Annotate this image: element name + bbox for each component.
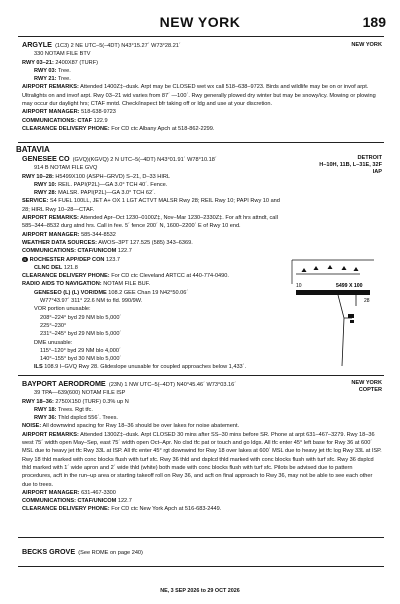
genesee-manager: 585-344-8532 (81, 231, 116, 238)
argyle-cdp: For CD ctc Albany Apch at 518-862-2299. (111, 125, 215, 132)
state-title: NEW YORK (159, 14, 241, 30)
genesee-rwy10-label: RWY 10: (34, 181, 57, 188)
genesee-chart-refs: H–10H, 11B, L–31E, 32F (319, 162, 382, 168)
bayport-cdp-label: CLEARANCE DELIVERY PHONE: (22, 506, 110, 513)
apron-buildings (348, 314, 354, 323)
bayport-section-name: NEW YORK (351, 380, 382, 386)
bayport-remarks-label: AIRPORT REMARKS: (22, 431, 79, 438)
genesee-comm-label: COMMUNICATIONS: CTAF/UNICOM (22, 248, 117, 255)
bayport-section (351, 380, 382, 394)
divider (18, 142, 384, 143)
bayport-comm-label: COMMUNICATIONS: CTAF/UNICOM (22, 498, 117, 505)
airport-diagram-svg (286, 256, 382, 368)
divider (18, 375, 384, 376)
genesee-clnc: 121.8 (63, 264, 78, 271)
argyle-section: NEW YORK (351, 42, 382, 48)
bayport-rwy36-value: Thld dsplcd 556´. Trees. (57, 415, 118, 422)
vor-unusable: VOR portion unusable: (34, 306, 91, 313)
vor-unusable-2: 225°–230° (40, 322, 67, 329)
runway-dimensions: 5499 X 100 (336, 283, 363, 289)
bayport-rwy36-label: RWY 36: (34, 415, 57, 422)
bayport-entry (22, 380, 382, 514)
argyle-elev: 330 NOTAM FILE BTV (34, 51, 91, 58)
argyle-id-line: (1C3) 2 NE UTC–5(–4DT) N43°15.27´ W73°28.21´ (55, 43, 181, 49)
dme-unusable: DME unusable: (34, 339, 73, 346)
genesee-nav-label: RADIO AIDS TO NAVIGATION: (22, 281, 102, 288)
genesee-rwy-label: RWY 10–28: (22, 173, 54, 180)
argyle-name: ARGYLE (22, 40, 52, 49)
radar-icon: R (23, 256, 27, 262)
bayport-noise: All downwind spacing for Rwy 18–36 should be over lakes for noise abatement. (42, 423, 240, 430)
obstacle-symbols (302, 265, 359, 272)
bayport-rwy-value: 2750X150 (TURF) 0.3% up N (55, 398, 129, 405)
argyle-comm-label: COMMUNICATIONS: CTAF (22, 117, 93, 124)
bayport-rwy18-value: Trees. Rgt tfc. (57, 406, 93, 413)
genesee-app: 123.7 (106, 256, 121, 263)
bayport-elev: 39 TPA—639(600) NOTAM FILE ISP (34, 390, 126, 397)
argyle-rwy21-value: Tree. (57, 76, 71, 83)
geneseo-vor-location: W77°43.97´ 311° 22.6 NM to fld. 990/9W. (40, 298, 143, 305)
argyle-cdp-label: CLEARANCE DELIVERY PHONE: (22, 125, 110, 132)
bayport-cdp: For CD ctc New York Apch at 516-683-2449. (111, 506, 222, 513)
argyle-remarks-label: AIRPORT REMARKS: (22, 84, 79, 91)
vor-unusable-1: 208°–224° byd 29 NM blo 5,000´ (40, 314, 122, 321)
page-number: 189 (362, 14, 386, 30)
geneseo-vor-label: GENESEO (L) (L) VOR/DME (34, 289, 107, 296)
genesee-clnc-label: CLNC DEL (34, 264, 63, 271)
bayport-id-line: (23N) 1 NW UTC–5(–4DT) N40°45.46´ W73°03.16´ (108, 382, 237, 388)
genesee-rwy28-label: RWY 28: (34, 190, 57, 197)
genesee-section-name: DETROIT (357, 155, 382, 161)
bayport-remarks: Attended 1300Z‡–dusk. Arpt CLOSED 30 mins after SS–30 mins before SR. Phone at arpt 631–467–3279. Rwy 18–36 west 75´ width open May–Sep, east 75´ width open Oct–Apr. No clsd tfc pat or touch and go ldgs. All tfc enter 45° left base for Rwy 36 at 600´ MSL due to heavy jet tfc Rwy 33L at ISP. All tfc enter 45° rgt downwind for Rwy 18 over lakes at 600´ MSL due to heavy jet tfc log Rwy 33L at ISP. Rwy 18 thld marked with conc blocks flush with turf sfc. Rwy 36 thld and dsplcd thld marked with conc blocks flush with turf sfc. Rwy 36 dsplcd thld marked with 1´ wide apron and 2´ wide thld (white) both made with conc blocks flush with turf sfc. Pilots be advised due to pattern procedures, acft in the run–up area or starting takeoff roll on Rwy 36, and acft on final approach to Rwy 36, may not be able to see each other due to trees. (22, 431, 382, 488)
runway-end-28: 28 (364, 298, 370, 304)
taxiways (338, 295, 356, 366)
bayport-rwy18-label: RWY 18: (34, 406, 57, 413)
genesee-rwy28-value: MALSR. PAPI(P2L)—GA 3.0° TCH 62´. (58, 190, 156, 197)
argyle-remarks: Attended 1400Z‡–dusk. Arpt may be CLOSED wet wx call 518–638–9723. Birds and wildlife may be on or invof arpt. Ultralights on and invof arpt. Rwy 03–21 wid varies from 87´ —100´. Rwy generally plowed dry winter but may be snowy/icy. Mowing or plowing may occur dur daylight hrs; CTAF mntd. Check/inspect bfr taking off or ldg and use at your discretion. (22, 84, 376, 108)
ils-label: ILS (34, 364, 43, 371)
genesee-cdp: For CD ctc Cleveland ARTCC at 440-774-0490. (111, 273, 229, 280)
dme-unusable-1: 115°–120° byd 29 NM blo 4,000´ (40, 347, 121, 354)
argyle-entry (22, 41, 382, 133)
bayport-rwy-label: RWY 18–36: (22, 398, 54, 405)
becks-grove-name: BECKS GROVE (22, 547, 76, 556)
genesee-elev: 914 B NOTAM FILE GVQ (34, 165, 98, 172)
genesee-app-label: ROCHESTER APP/DEP CON (29, 256, 105, 263)
genesee-weather-label: WEATHER DATA SOURCES: (22, 239, 97, 246)
argyle-rwy-value: 2400X87 (TURF) (55, 59, 98, 66)
genesee-service: S4 FUEL 100LL, JET A+ OX 1 LGT ACTVT MALSR Rwy 28; REIL Rwy 10; PAPI Rwy 10 and 28; HIRL Rwy 10–28—CTAF. (22, 198, 280, 213)
genesee-comm: 122.7 (117, 248, 132, 255)
ils-info: 108.9 I–GVQ Rwy 28. Glideslope unusable for coupled approaches below 1,433´. (44, 364, 247, 371)
argyle-manager: 518-638-9723 (81, 109, 116, 116)
footer-effective-dates: NE, 3 SEP 2026 to 29 OCT 2026 (160, 588, 240, 594)
argyle-comm: 122.9 (93, 117, 108, 124)
genesee-rwy-value: H5499X100 (ASPH–GRVD) S–21, D–33 HIRL (55, 173, 171, 180)
vor-unusable-3: 231°–245° byd 29 NM blo 5,000´ (40, 331, 122, 338)
genesee-nav: NOTAM FILE BUF. (103, 281, 151, 288)
genesee-iap: IAP (372, 169, 382, 175)
bayport-name: BAYPORT AERODROME (22, 379, 106, 388)
genesee-remarks: Attended Apr–Oct 1230–0100Z‡, Nov–Mar 1230–2330Z‡. For aft hrs attndt, call 585–344–8532 durg atnd hrs. Call in fee. 5´ fence 200´ N, 1600–2200´ E of Rwy 10 end. (22, 215, 278, 230)
argyle-manager-label: AIRPORT MANAGER: (22, 109, 80, 116)
genesee-remarks-label: AIRPORT REMARKS: (22, 215, 79, 222)
genesee-manager-label: AIRPORT MANAGER: (22, 231, 80, 238)
genesee-name: GENESEE CO (22, 154, 70, 163)
argyle-rwy03-label: RWY 03: (34, 67, 57, 74)
genesee-service-label: SERVICE: (22, 198, 49, 205)
argyle-rwy03-value: Tree. (57, 67, 71, 74)
bayport-manager-label: AIRPORT MANAGER: (22, 489, 80, 496)
argyle-rwy21-label: RWY 21: (34, 76, 57, 83)
bayport-manager: 631-467-3300 (81, 489, 116, 496)
argyle-rwy-label: RWY 03–21: (22, 59, 54, 66)
genesee-cdp-label: CLEARANCE DELIVERY PHONE: (22, 273, 110, 280)
genesee-id-line: (GVQ)(KGVQ) 2 N UTC–5(–4DT) N43°01.91´ W78°10.18´ (72, 157, 217, 163)
city-batavia: BATAVIA (16, 145, 50, 154)
genesee-section (319, 155, 382, 176)
bayport-comm: 122.7 (117, 498, 132, 505)
dme-unusable-2: 140°–155° byd 30 NM blo 5,000´ (40, 356, 122, 363)
runway-10-28 (296, 290, 370, 295)
genesee-weather: AWOS–3PT 127.525 (585) 343–6369. (98, 239, 193, 246)
runway-end-10: 10 (296, 283, 302, 289)
divider (18, 537, 384, 538)
header-rule (18, 36, 384, 37)
bayport-chart-ref: COPTER (358, 387, 382, 393)
becks-grove-entry (22, 548, 382, 557)
divider (18, 566, 384, 567)
genesee-rwy10-value: REIL. PAPI(P2L)—GA 3.0° TCH 40´. Fence. (58, 181, 168, 188)
airport-diagram (286, 256, 382, 368)
page-header (0, 0, 400, 34)
bayport-noise-label: NOISE: (22, 423, 42, 430)
geneseo-vor: 108.2 GEE Chan 19 N42°50.06´ (108, 289, 189, 296)
becks-grove-reference: (See ROME on page 240) (78, 550, 143, 556)
